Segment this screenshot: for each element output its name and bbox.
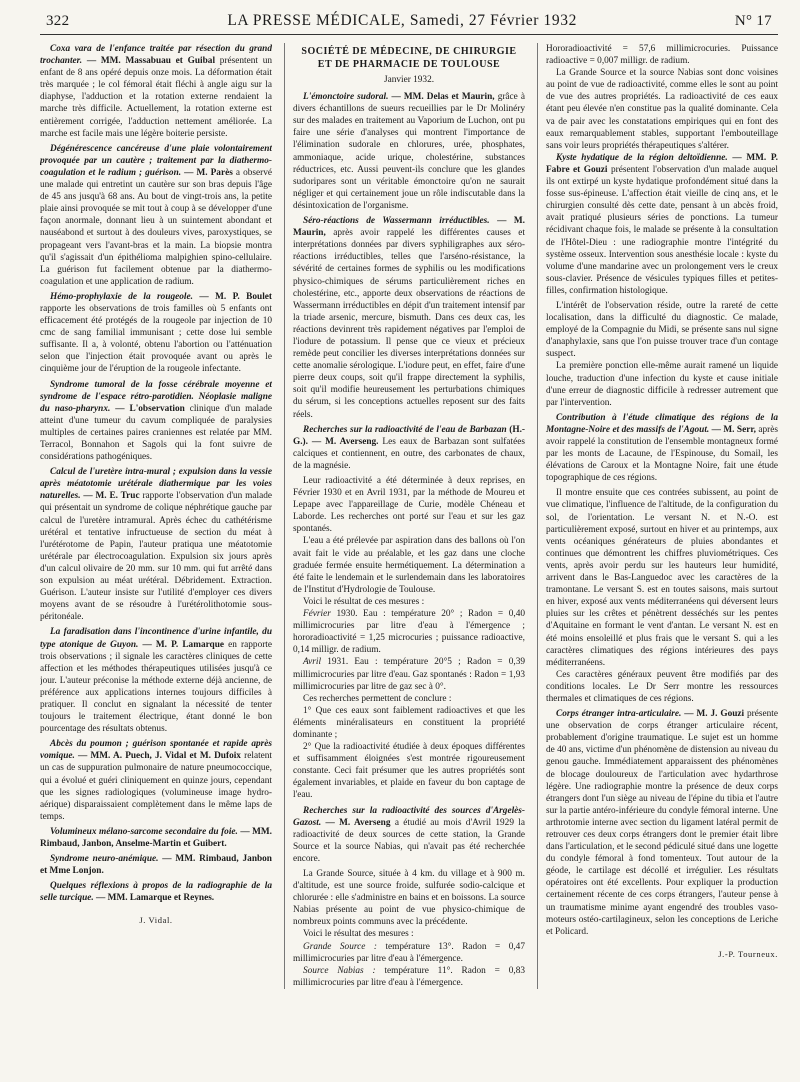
paragraph: Voici le résultat des mesures : bbox=[303, 929, 414, 940]
columns bbox=[40, 43, 778, 989]
paragraph: 2° Que la radioactivité étudiée à deux époques différentes et suffisamment éloignées s'est montrée rigoureusement constante. Ceci fait présumer que les autres propriétés sont également invariables, et plaide en faveur du bon captage de l'eau. bbox=[293, 742, 525, 801]
paragraph: La première ponction elle-même aurait ramené un liquide louche, traduction d'une infection du kyste et cause initiale d'une erreur de diagnostic difficile à redresser autrement que par l'intervention. bbox=[546, 361, 778, 408]
paragraph: La Grande Source et la source Nabias sont donc voisines au point de vue de radioactivité, comme elles le sont au point de vue des autres propriétés. La radioactivité de ces eaux étant peu élevée n'en constitue pas la qualité dominante. Cela va de pair avec les constatations empiriques qui en font des eaux remarquablement stables, supportant l'embouteillage sans voir leurs propriétés thérapeutiques s'altérer. bbox=[546, 68, 778, 151]
entry: Recherches sur la radioactivité des sources d'Argelès-Gazost. — M. Averseng a étudié au mois d'Avril 1929 la radioactivité de deux sources de cette station, la Grande Source et la source Nabias, qui n'avait pas été recherchée encore. bbox=[293, 805, 525, 864]
entry: Syndrome tumoral de la fosse cérébrale moyenne et syndrome de l'espace rétro-parotidien. Néoplasie maligne du naso-pharynx. — L'observation clinique d'un malade atteint d'une tumeur du cavum compliquée de paralysies multiples de certaines paires craniennes est relatée par MM. Terracol, Bonnahon et Sagols qui la font suivre de considérations pathogéniques. bbox=[40, 379, 272, 463]
society-title: SOCIÉTÉ DE MÉDECINE, DE CHIRURGIE ET DE PHARMACIE DE TOULOUSE bbox=[301, 46, 517, 70]
entry: Syndrome neuro-anémique. — MM. Rimbaud, Janbon et Mme Lonjon. bbox=[40, 854, 272, 877]
entry: Recherches sur la radioactivité de l'eau de Barbazan (H.-G.). — M. Averseng. Les eaux de Barbazan sont sulfatées calciques et contiennent, en outre, des carbonates de chaux, de la magnésie. bbox=[293, 424, 525, 471]
entry: L'émonctoire sudoral. — MM. Delas et Maurin, grâce à divers échantillons de sueurs recueillies par le Dr Molinéry sur des malades en traitement au Vaporium de Luchon, ont pu faire une série d'analyses qui montrent l'importance de l'élimination sudorale en chlorures, urée, phosphates, ammoniaque, acide urique, cholestérine, substances réductrices, etc. Aussi peuvent-ils conclure que les glandes sudoripares sont un véritable émonctoire qu'on ne saurait négliger et qui certainement joue un rôle indiscutable dans la désintoxication de l'organisme. bbox=[293, 92, 525, 211]
entry: La faradisation dans l'incontinence d'urine infantile, du type atonique de Guyon. — M. P. Lamarque en rapporte trois observations ; il signale les caractères cliniques de cette affection et les méthodes thérapeutiques utilisées jusqu'à ce jour. L'auteur préconise la méthode externe déjà ancienne, de préférence aux applications internes toujours difficiles à pratiquer. Il conclut en signalant la nécessité de tenter toujours le traitement électrique, étant donné le bon pourcentage des résultats obtenus. bbox=[40, 627, 272, 735]
entry: Abcès du poumon ; guérison spontanée et rapide après vomique. — MM. A. Puech, J. Vidal et M. Dufoix relatent un cas de suppuration pulmonaire de nature pneumococcique, qui a évolué et guéri cliniquement en quinze jours, cependant que les signes radiologiques (volumineuse image hydro-aérique) disparaissaient complètement dans le même laps de temps. bbox=[40, 739, 272, 822]
paragraph: Hororadioactivité = 57,6 millimicrocuries. Puissance radioactive = 0,007 milligr. de radium. bbox=[546, 44, 778, 67]
entry: Corps étranger intra-articulaire. — M. J. Gouzi présente une observation de corps étranger articulaire récent, probablement d'origine traumatique. Le sujet est un homme de 40 ans, victime d'un phénomène de distension au niveau du genou gauche. Immédiatement apparaissent des phénomènes de blocage douloureux de l'articulation avec hydarthrose légère. Une radiographie montre la présence de deux corps étrangers dont l'un siège au niveau de l'épine du tibia et l'autre sur la partie antéro-inférieure du condyle fémoral interne. Une arthrotomie interne avec section du ligament latéral permit de retrouver ces deux corps étrangers dont le premier était libre dans l'articulation, et le second pédiculé situé dans une logette du condyle fémoral à fond tomenteux. Tout autour de la géode, le cartilage est décollé et irrégulier. Les résultats opératoires ont été excellents. Pour expliquer la production certainement récente de ces corps étrangers, l'auteur pense à un traumatisme minime ayant engendré des troubles vaso-moteurs ostéo-cartilagineux, selon les conceptions de Leriche et Policard. bbox=[546, 709, 778, 937]
column-3 bbox=[537, 43, 778, 989]
society-date: Janvier 1932. bbox=[383, 75, 435, 85]
measurement: Source Nabias : température 11°. Radon = 0,83 millimicrocuries par litre d'eau à l'émergence. bbox=[293, 965, 525, 988]
measurement: Grande Source : température 13°. Radon = 0,47 millimicrocuries par litre d'eau à l'émergence. bbox=[293, 941, 525, 964]
entry: Hémo-prophylaxie de la rougeole. — M. P. Boulet rapporte les observations de trois familles où 5 enfants ont efficacement été protégés de la rougeole par injection de 10 cmc de sang familial immunisant ; cette dose lui semble suffisante. Il a, à volonté, obtenu l'abortion ou l'atténuation selon que l'injection était provoquée avant ou après le cinquième jour de l'éruption de la rougeole infectante. bbox=[40, 291, 272, 375]
measurement: Février 1930. Eau : température 20° ; Radon = 0,40 millimicrocuries par litre d'eau à l'émergence ; hororadioactivité = 1,25 microcuries ; puissance radioactive, 0,14 milligr. de radium. bbox=[293, 609, 525, 656]
paragraph: Ces caractères généraux peuvent être modifiés par des conditions locales. Le Dr Serr montre les ressources thermales et climatiques de ces régions. bbox=[546, 669, 778, 704]
entry: Calcul de l'uretère intra-mural ; expulsion dans la vessie après méatotomie urétérale diathermique par les voies naturelles. — M. E. Truc rapporte l'observation d'un malade qui présentait un syndrome de colique néphrétique gauche par calcul de l'uretère intramural. Après échec du cathétérisme urétéral et tentative infructueuse de section du méat à l'urétérotome de Papin, l'auteur pratiqua une méatotomie urétérale par électrocoagulation. Expulsion six jours après d'un calcul olivaire de 20 mm. sur 10 mm. qui fut arrêté dans son expulsion au méat urétéral. Débridement. Extraction. Guérison. L'auteur insiste sur l'utilité d'employer ces divers moyens avant de se résoudre à l'urétérolithotomie sous-péritonéale. bbox=[40, 467, 272, 623]
entry: Volumineux mélano-sarcome secondaire du foie. — MM. Rimbaud, Janbon, Anselme-Martin et Guibert. bbox=[40, 826, 272, 849]
entry: Kyste hydatique de la région deltoïdienne. — MM. P. Fabre et Gouzi présentent l'observation d'un malade auquel ils ont extirpé un kyste hydatique profondément situé dans la fosse sus-épineuse. L'affection était vieille de cinq ans, et le chirurgien consulté dès cette date, pensant à un abcès froid, avait pratiqué plusieurs séries de ponctions. La tumeur récidivant chaque fois, le malade se présente à la consultation de l'Hôtel-Dieu : une radiographie montre l'intégrité du système osseux. Intervention sous anesthésie locale : kyste du volume d'une mandarine avec un prolongement vers le creux sous-clavier. Présence de vésicules typiques filles et petites-filles, confirmation histologique. bbox=[546, 152, 778, 296]
paragraph: L'eau a été prélevée par aspiration dans des ballons où l'on avait fait le vide au préalable, et les gaz dans une cloche graduée fermée ensuite hermétiquement. La détermination a été faite le lendemain et le surlendemain dans les laboratoires de l'Institut d'Hydrologie de Toulouse. bbox=[293, 536, 525, 595]
paragraph: 1° Que ces eaux sont faiblement radioactives et que les éléments minéralisateurs en constituent la propriété dominante ; bbox=[293, 705, 525, 740]
entry: Contribution à l'étude climatique des régions de la Montagne-Noire et des massifs de l'Agout. — M. Serr, après avoir rappelé la constitution de l'ensemble montagneux formé par les monts de Lacaune, de l'Espinouse, du Somail, les élévations de Caroux et la Montagne Noire, fait une étude topographique de ces régions. bbox=[546, 412, 778, 484]
paragraph: La Grande Source, située à 4 km. du village et à 900 m. d'altitude, est une source froide, sulfurée sodio-calcique et chlorurée : elle s'administre en bains et en boissons. La source Nabias présente au point de vue physico-chimique de nombreux points communs avec la précédente. bbox=[293, 869, 525, 928]
journal-title: LA PRESSE MÉDICALE, Samedi, 27 Février 1932 bbox=[227, 12, 577, 29]
measurement: Avril 1931. Eau : température 20°5 ; Radon = 0,39 millimicrocuries par litre d'eau. Gaz spontanés : Radon = 1,93 millimicrocuries par litre de gaz sec à 0°. bbox=[293, 657, 525, 692]
signature: J. Vidal. bbox=[139, 915, 173, 926]
entry: Quelques réflexions à propos de la radiographie de la selle turcique. — MM. Lamarque et Reynes. bbox=[40, 881, 272, 904]
column-1 bbox=[40, 43, 272, 989]
entry: Coxa vara de l'enfance traitée par résection du grand trochanter. — MM. Massabuau et Guibal présentent un enfant de 8 ans opéré depuis onze mois. La déformation était très marquée ; le col fémoral était fléchi à angle aigu sur la diaphyse, l'adduction et la rotation externe rendaient la marche très difficile. Actuellement, la rotation externe est entièrement corrigée, l'adduction nettement améliorée. La marche est facile mais une légère boiterie persiste. bbox=[40, 44, 272, 139]
page-header bbox=[40, 12, 778, 35]
signature: J.-P. Tourneux. bbox=[718, 948, 778, 959]
entry: Séro-réactions de Wassermann irréductibles. — M. Maurin, après avoir rappelé les différentes causes et interprétations données par divers syphiligraphes aux séro-réactions irréductibles, telles que l'arséno-résistance, la sévérité de certaines formes de syphilis ou les modifications physico-chimiques de sérums particulièrement riches en cholestérine, etc., apporte deux observations de réactions de Wassermann irréductibles en dépit d'un traitement intensif par la triade arsenic, mercure, bismuth. Dans ces deux cas, les réactions devinrent très rapidement négatives par l'emploi de l'iodure de potassium. Il pense que ce vieux et précieux remède peut concilier les diverses interprétations données sur cette anomalie sérologique. L'iodure peut, en effet, faire d'une pierre deux coups, soit qu'il frappe directement la syphilis, soit qu'il modifie heureusement les perturbations chimiques du sérum, si les conceptions actuelles reposent sur des faits réels. bbox=[293, 216, 525, 420]
paragraph: Leur radioactivité a été déterminée à deux reprises, en Février 1930 et en Avril 1931, par la méthode de Moureu et Lepape avec l'appareillage de Curie, modèle Chéneau et Laborde. Les recherches ont porté sur l'eau et sur les gaz spontanés. bbox=[293, 476, 525, 535]
paragraph: Voici le résultat de ces mesures : bbox=[303, 596, 425, 607]
issue-number: N° 17 bbox=[734, 13, 772, 29]
page-number: 322 bbox=[46, 13, 70, 29]
paragraph: L'intérêt de l'observation réside, outre la rareté de cette localisation, dans la difficulté du diagnostic. Ce malade, employé de la Compagnie du Midi, se présente sans nul signe d'anaphylaxie, sans que l'on puisse trouver trace d'un contage suspect. bbox=[546, 300, 778, 360]
paragraph: Il montre ensuite que ces contrées subissent, au point de vue climatique, l'influence de l'altitude, de la configuration du sol, de l'orientation. Le versant N. et N.-O. est particulièrement exposé, surtout en hiver et au printemps, aux vents océaniques générateurs de pluies abondantes et continues que démontrent les chiffres pluviométriques. Ces vents, après avoir perdu sur les hauteurs leur humidité, arrivent dans le Bas-Languedoc avec les caractères de la tramontane. Le versant S. est en toutes saisons, mais surtout en hiver, exposé aux vents méditerranéens qui déversent leurs pluies sur les crêtes et pénètrent desséchés sur les pentes d'Aquitaine en formant le vent d'antan. Le versant N. est en été moins ensoleillé et plus frais que le versant S. qui a les caractères climatiques des régions intérieures des pays méditerranéens. bbox=[546, 488, 778, 668]
entry: Dégénérescence cancéreuse d'une plaie volontairement provoquée par un cautère ; traitement par la diathermo-coagulation et le radium ; guérison. — M. Parès a observé une malade qui entretint un cautère sur son bras depuis l'âge de 45 ans jusqu'à 68 ans. Au bout de vingt-trois ans, la petite plaie ainsi provoquée se mit tout à coup à se développer d'une façon anormale, donnant lieu à un suintement abondant et nauséabond et surtout à des douleurs vives, paroxystiques, se propageant vers l'avant-bras et la main. La biopsie montra qu'il s'agissait d'un épithélioma malpighien spino-cellulaire. La guérison fut facilement obtenue par la diathermo-coagulation et une application de radium. bbox=[40, 143, 272, 287]
column-2 bbox=[284, 43, 525, 989]
paragraph: Ces recherches permettent de conclure : bbox=[303, 693, 452, 704]
